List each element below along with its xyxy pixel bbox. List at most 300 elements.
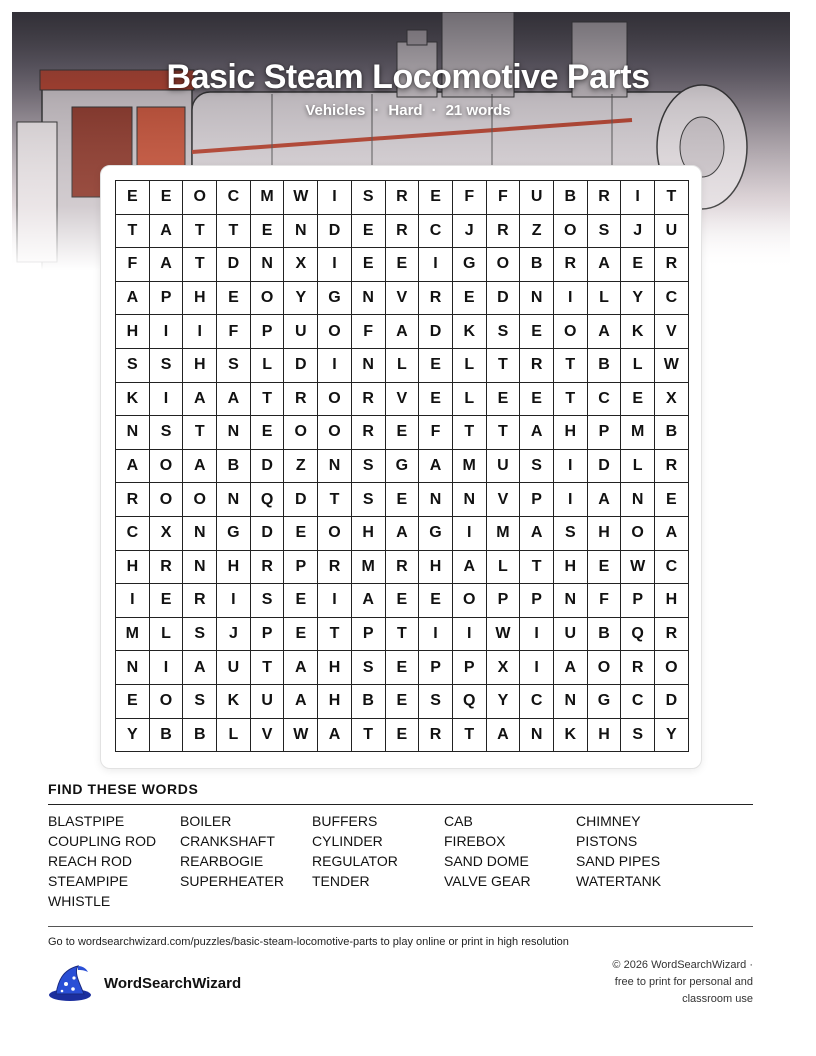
grid-cell[interactable]: N bbox=[621, 483, 655, 517]
grid-cell[interactable]: E bbox=[386, 248, 420, 282]
grid-cell[interactable]: H bbox=[655, 584, 689, 618]
grid-cell[interactable]: O bbox=[183, 483, 217, 517]
grid-cell[interactable]: T bbox=[655, 181, 689, 215]
grid-cell[interactable]: K bbox=[621, 315, 655, 349]
grid-cell[interactable]: O bbox=[453, 584, 487, 618]
grid-cell[interactable]: X bbox=[284, 248, 318, 282]
grid-cell[interactable]: P bbox=[251, 618, 285, 652]
grid-cell[interactable]: U bbox=[284, 315, 318, 349]
grid-cell[interactable]: E bbox=[251, 416, 285, 450]
grid-cell[interactable]: E bbox=[419, 383, 453, 417]
grid-cell[interactable]: I bbox=[554, 282, 588, 316]
grid-cell[interactable]: I bbox=[150, 383, 184, 417]
grid-cell[interactable]: G bbox=[588, 685, 622, 719]
grid-cell[interactable]: C bbox=[520, 685, 554, 719]
grid-cell[interactable]: E bbox=[352, 215, 386, 249]
grid-cell[interactable]: S bbox=[352, 483, 386, 517]
grid-cell[interactable]: C bbox=[116, 517, 150, 551]
grid-cell[interactable]: P bbox=[352, 618, 386, 652]
grid-cell[interactable]: S bbox=[150, 349, 184, 383]
grid-cell[interactable]: G bbox=[453, 248, 487, 282]
grid-cell[interactable]: A bbox=[588, 248, 622, 282]
grid-cell[interactable]: E bbox=[419, 349, 453, 383]
grid-cell[interactable]: O bbox=[554, 315, 588, 349]
grid-cell[interactable]: U bbox=[554, 618, 588, 652]
grid-cell[interactable]: O bbox=[588, 651, 622, 685]
grid-cell[interactable]: Q bbox=[251, 483, 285, 517]
grid-cell[interactable]: M bbox=[487, 517, 521, 551]
grid-cell[interactable]: T bbox=[487, 416, 521, 450]
grid-cell[interactable]: W bbox=[284, 181, 318, 215]
grid-cell[interactable]: J bbox=[453, 215, 487, 249]
grid-cell[interactable]: O bbox=[318, 517, 352, 551]
grid-cell[interactable]: A bbox=[183, 651, 217, 685]
footer-link-text: Go to wordsearchwizard.com/puzzles/basic-steam-locomotive-parts to play online or print in high resolution bbox=[48, 936, 569, 948]
grid-cell[interactable]: S bbox=[520, 450, 554, 484]
word-list-item: BOILER bbox=[180, 813, 232, 829]
grid-cell[interactable]: Q bbox=[621, 618, 655, 652]
word-list-item: WATERTANK bbox=[576, 873, 662, 889]
grid-cell[interactable]: A bbox=[386, 517, 420, 551]
grid-cell[interactable]: E bbox=[621, 383, 655, 417]
grid-cell[interactable]: E bbox=[150, 181, 184, 215]
grid-cell[interactable]: A bbox=[554, 651, 588, 685]
grid-cell[interactable]: S bbox=[588, 215, 622, 249]
grid-cell[interactable]: A bbox=[588, 315, 622, 349]
grid-cell[interactable]: T bbox=[554, 349, 588, 383]
grid-cell[interactable]: I bbox=[520, 618, 554, 652]
grid-cell[interactable]: B bbox=[554, 181, 588, 215]
grid-cell[interactable]: P bbox=[150, 282, 184, 316]
grid-cell[interactable]: I bbox=[183, 315, 217, 349]
grid-cell[interactable]: M bbox=[251, 181, 285, 215]
grid-cell[interactable]: R bbox=[621, 651, 655, 685]
grid-cell[interactable]: I bbox=[150, 315, 184, 349]
grid-cell[interactable]: L bbox=[453, 349, 487, 383]
grid-cell[interactable]: R bbox=[655, 450, 689, 484]
grid-cell[interactable]: A bbox=[386, 315, 420, 349]
grid-cell[interactable]: T bbox=[251, 383, 285, 417]
grid-cell[interactable]: L bbox=[621, 450, 655, 484]
grid-cell[interactable]: B bbox=[352, 685, 386, 719]
grid-cell[interactable]: G bbox=[318, 282, 352, 316]
grid-cell[interactable]: F bbox=[453, 181, 487, 215]
word-list-item: CHIMNEY bbox=[576, 813, 641, 829]
grid-cell[interactable]: N bbox=[554, 685, 588, 719]
grid-cell[interactable]: N bbox=[251, 248, 285, 282]
grid-cell[interactable]: O bbox=[554, 215, 588, 249]
grid-cell[interactable]: A bbox=[217, 383, 251, 417]
grid-cell[interactable]: L bbox=[621, 349, 655, 383]
grid-cell[interactable]: O bbox=[284, 416, 318, 450]
grid-cell[interactable]: P bbox=[453, 651, 487, 685]
grid-cell[interactable]: R bbox=[318, 551, 352, 585]
grid-cell[interactable]: E bbox=[453, 282, 487, 316]
grid-cell[interactable]: O bbox=[150, 685, 184, 719]
grid-cell[interactable]: O bbox=[655, 651, 689, 685]
grid-cell[interactable]: A bbox=[116, 450, 150, 484]
grid-cell[interactable]: H bbox=[217, 551, 251, 585]
grid-cell[interactable]: H bbox=[554, 551, 588, 585]
grid-cell[interactable]: E bbox=[419, 181, 453, 215]
grid-cell[interactable]: S bbox=[183, 685, 217, 719]
grid-cell[interactable]: H bbox=[116, 315, 150, 349]
grid-cell[interactable]: S bbox=[352, 450, 386, 484]
grid-cell[interactable]: D bbox=[419, 315, 453, 349]
grid-cell[interactable]: E bbox=[386, 651, 420, 685]
grid-cell[interactable]: R bbox=[655, 618, 689, 652]
grid-cell[interactable]: E bbox=[386, 719, 420, 753]
grid-cell[interactable]: I bbox=[554, 483, 588, 517]
grid-cell[interactable]: E bbox=[150, 584, 184, 618]
grid-cell[interactable]: B bbox=[588, 618, 622, 652]
grid-cell[interactable]: E bbox=[621, 248, 655, 282]
grid-cell[interactable]: O bbox=[251, 282, 285, 316]
grid-cell[interactable]: I bbox=[554, 450, 588, 484]
grid-cell[interactable]: X bbox=[487, 651, 521, 685]
grid-cell[interactable]: J bbox=[621, 215, 655, 249]
grid-cell[interactable]: V bbox=[251, 719, 285, 753]
grid-cell[interactable]: S bbox=[183, 618, 217, 652]
word-list-item: BLASTPIPE bbox=[48, 813, 125, 829]
grid-cell[interactable]: T bbox=[183, 248, 217, 282]
grid-cell[interactable]: D bbox=[284, 483, 318, 517]
grid-cell[interactable]: K bbox=[554, 719, 588, 753]
grid-cell[interactable]: J bbox=[217, 618, 251, 652]
grid-cell[interactable]: U bbox=[217, 651, 251, 685]
grid-cell[interactable]: I bbox=[150, 651, 184, 685]
grid-cell[interactable]: T bbox=[183, 215, 217, 249]
grid-cell[interactable]: B bbox=[520, 248, 554, 282]
grid-cell[interactable]: R bbox=[116, 483, 150, 517]
grid-cell[interactable]: N bbox=[217, 416, 251, 450]
grid-cell[interactable]: E bbox=[386, 416, 420, 450]
grid-cell[interactable]: Y bbox=[284, 282, 318, 316]
grid-cell[interactable]: R bbox=[554, 248, 588, 282]
grid-cell[interactable]: S bbox=[251, 584, 285, 618]
grid-cell[interactable]: U bbox=[487, 450, 521, 484]
grid-cell[interactable]: P bbox=[520, 584, 554, 618]
grid-cell[interactable]: F bbox=[217, 315, 251, 349]
grid-cell[interactable]: U bbox=[655, 215, 689, 249]
grid-cell[interactable]: Q bbox=[453, 685, 487, 719]
grid-cell[interactable]: W bbox=[284, 719, 318, 753]
grid-cell[interactable]: R bbox=[588, 181, 622, 215]
grid-cell[interactable]: D bbox=[588, 450, 622, 484]
grid-cell[interactable]: I bbox=[453, 517, 487, 551]
grid-cell[interactable]: W bbox=[487, 618, 521, 652]
grid-cell[interactable]: S bbox=[352, 651, 386, 685]
grid-cell[interactable]: T bbox=[487, 349, 521, 383]
grid-cell[interactable]: O bbox=[318, 416, 352, 450]
grid-cell[interactable]: T bbox=[453, 719, 487, 753]
grid-cell[interactable]: L bbox=[251, 349, 285, 383]
grid-cell[interactable]: T bbox=[520, 551, 554, 585]
grid-cell[interactable]: F bbox=[419, 416, 453, 450]
grid-cell[interactable]: P bbox=[588, 416, 622, 450]
grid-cell[interactable]: R bbox=[419, 719, 453, 753]
grid-cell[interactable]: G bbox=[217, 517, 251, 551]
grid-cell[interactable]: E bbox=[251, 215, 285, 249]
grid-cell[interactable]: T bbox=[217, 215, 251, 249]
grid-cell[interactable]: B bbox=[588, 349, 622, 383]
grid-cell[interactable]: M bbox=[621, 416, 655, 450]
grid-cell[interactable]: A bbox=[150, 215, 184, 249]
grid-cell[interactable]: N bbox=[520, 282, 554, 316]
grid-cell[interactable]: P bbox=[284, 551, 318, 585]
grid-cell[interactable]: C bbox=[655, 282, 689, 316]
grid-cell[interactable]: B bbox=[150, 719, 184, 753]
grid-cell[interactable]: R bbox=[655, 248, 689, 282]
grid-cell[interactable]: I bbox=[419, 618, 453, 652]
grid-cell[interactable]: I bbox=[116, 584, 150, 618]
grid-cell[interactable]: R bbox=[386, 551, 420, 585]
word-list-item: REACH ROD bbox=[48, 853, 133, 869]
grid-cell[interactable]: I bbox=[520, 651, 554, 685]
grid-cell[interactable]: S bbox=[419, 685, 453, 719]
grid-cell[interactable]: P bbox=[251, 315, 285, 349]
grid-cell[interactable]: E bbox=[487, 383, 521, 417]
grid-cell[interactable]: L bbox=[386, 349, 420, 383]
grid-cell[interactable]: L bbox=[487, 551, 521, 585]
grid-cell[interactable]: F bbox=[116, 248, 150, 282]
grid-cell[interactable]: R bbox=[487, 215, 521, 249]
grid-cell[interactable]: N bbox=[453, 483, 487, 517]
grid-cell[interactable]: Z bbox=[284, 450, 318, 484]
grid-cell[interactable]: H bbox=[183, 282, 217, 316]
grid-cell[interactable]: H bbox=[183, 349, 217, 383]
grid-cell[interactable]: A bbox=[453, 551, 487, 585]
grid-cell[interactable]: E bbox=[655, 483, 689, 517]
grid-cell[interactable]: Y bbox=[655, 719, 689, 753]
grid-cell[interactable]: M bbox=[116, 618, 150, 652]
grid-cell[interactable]: E bbox=[419, 584, 453, 618]
grid-cell[interactable]: C bbox=[588, 383, 622, 417]
grid-cell[interactable]: N bbox=[284, 215, 318, 249]
grid-cell[interactable]: S bbox=[116, 349, 150, 383]
grid-cell[interactable]: S bbox=[621, 719, 655, 753]
grid-cell[interactable]: H bbox=[116, 551, 150, 585]
grid-cell[interactable]: I bbox=[318, 248, 352, 282]
grid-cell[interactable]: R bbox=[284, 383, 318, 417]
grid-cell[interactable]: G bbox=[386, 450, 420, 484]
grid-cell[interactable]: W bbox=[655, 349, 689, 383]
grid-cell[interactable]: M bbox=[352, 551, 386, 585]
grid-cell[interactable]: I bbox=[318, 584, 352, 618]
grid-cell[interactable]: D bbox=[284, 349, 318, 383]
grid-cell[interactable]: E bbox=[284, 618, 318, 652]
grid-cell[interactable]: R bbox=[386, 215, 420, 249]
grid-cell[interactable]: T bbox=[554, 383, 588, 417]
grid-cell[interactable]: R bbox=[150, 551, 184, 585]
grid-cell[interactable]: X bbox=[655, 383, 689, 417]
grid-cell[interactable]: L bbox=[217, 719, 251, 753]
grid-cell[interactable]: M bbox=[453, 450, 487, 484]
grid-cell[interactable]: S bbox=[487, 315, 521, 349]
grid-cell[interactable]: X bbox=[150, 517, 184, 551]
grid-cell[interactable]: I bbox=[217, 584, 251, 618]
grid-cell[interactable]: F bbox=[487, 181, 521, 215]
grid-cell[interactable]: Z bbox=[520, 215, 554, 249]
grid-cell[interactable]: C bbox=[655, 551, 689, 585]
grid-cell[interactable]: P bbox=[621, 584, 655, 618]
grid-cell[interactable]: L bbox=[588, 282, 622, 316]
grid-cell[interactable]: S bbox=[554, 517, 588, 551]
grid-cell[interactable]: E bbox=[217, 282, 251, 316]
grid-cell[interactable]: P bbox=[520, 483, 554, 517]
grid-cell[interactable]: T bbox=[183, 416, 217, 450]
grid-cell[interactable]: W bbox=[621, 551, 655, 585]
grid-cell[interactable]: A bbox=[655, 517, 689, 551]
grid-cell[interactable]: T bbox=[318, 483, 352, 517]
grid-cell[interactable]: H bbox=[554, 416, 588, 450]
grid-cell[interactable]: D bbox=[217, 248, 251, 282]
grid-cell[interactable]: B bbox=[217, 450, 251, 484]
grid-cell[interactable]: R bbox=[352, 416, 386, 450]
grid-cell[interactable]: P bbox=[419, 651, 453, 685]
grid-cell[interactable]: K bbox=[453, 315, 487, 349]
grid-cell[interactable]: N bbox=[352, 282, 386, 316]
grid-cell[interactable]: E bbox=[352, 248, 386, 282]
grid-cell[interactable]: A bbox=[116, 282, 150, 316]
grid-cell[interactable]: N bbox=[116, 416, 150, 450]
grid-cell[interactable]: I bbox=[318, 181, 352, 215]
grid-cell[interactable]: Y bbox=[116, 719, 150, 753]
grid-cell[interactable]: A bbox=[150, 248, 184, 282]
grid-cell[interactable]: L bbox=[150, 618, 184, 652]
wizard-hat-icon bbox=[48, 964, 92, 1002]
puzzle-card bbox=[100, 165, 702, 769]
grid-cell[interactable]: T bbox=[251, 651, 285, 685]
grid-cell[interactable]: E bbox=[284, 584, 318, 618]
grid-cell[interactable]: B bbox=[183, 719, 217, 753]
grid-cell[interactable]: F bbox=[352, 315, 386, 349]
grid-cell[interactable]: V bbox=[487, 483, 521, 517]
grid-cell[interactable]: A bbox=[318, 719, 352, 753]
grid-cell[interactable]: Y bbox=[621, 282, 655, 316]
grid-cell[interactable]: O bbox=[318, 315, 352, 349]
grid-cell[interactable]: V bbox=[386, 383, 420, 417]
grid-cell[interactable]: S bbox=[217, 349, 251, 383]
grid-cell[interactable]: O bbox=[150, 450, 184, 484]
grid-cell[interactable]: A bbox=[352, 584, 386, 618]
grid-cell[interactable]: N bbox=[318, 450, 352, 484]
grid-cell[interactable]: R bbox=[419, 282, 453, 316]
grid-cell[interactable]: N bbox=[554, 584, 588, 618]
grid-cell[interactable]: C bbox=[217, 181, 251, 215]
grid-cell[interactable]: H bbox=[588, 719, 622, 753]
grid-cell[interactable]: C bbox=[419, 215, 453, 249]
grid-cell[interactable]: E bbox=[520, 383, 554, 417]
grid-cell[interactable]: N bbox=[520, 719, 554, 753]
grid-cell[interactable]: O bbox=[318, 383, 352, 417]
grid-cell[interactable]: R bbox=[352, 383, 386, 417]
grid-cell[interactable]: R bbox=[183, 584, 217, 618]
grid-cell[interactable]: O bbox=[150, 483, 184, 517]
grid-cell[interactable]: L bbox=[453, 383, 487, 417]
grid-cell[interactable]: D bbox=[318, 215, 352, 249]
grid-cell[interactable]: I bbox=[621, 181, 655, 215]
grid-cell[interactable]: E bbox=[386, 685, 420, 719]
grid-cell[interactable]: D bbox=[655, 685, 689, 719]
grid-cell[interactable]: E bbox=[386, 483, 420, 517]
grid-cell[interactable]: G bbox=[419, 517, 453, 551]
grid-cell[interactable]: A bbox=[284, 685, 318, 719]
grid-cell[interactable]: N bbox=[352, 349, 386, 383]
grid-cell[interactable]: O bbox=[621, 517, 655, 551]
grid-cell[interactable]: S bbox=[150, 416, 184, 450]
grid-cell[interactable]: S bbox=[352, 181, 386, 215]
grid-cell[interactable]: T bbox=[116, 215, 150, 249]
grid-cell[interactable]: U bbox=[251, 685, 285, 719]
grid-cell[interactable]: A bbox=[520, 517, 554, 551]
grid-cell[interactable]: F bbox=[588, 584, 622, 618]
grid-cell[interactable]: D bbox=[251, 450, 285, 484]
grid-cell[interactable]: N bbox=[419, 483, 453, 517]
grid-cell[interactable]: A bbox=[183, 450, 217, 484]
grid-cell[interactable]: A bbox=[183, 383, 217, 417]
grid-cell[interactable]: I bbox=[318, 349, 352, 383]
grid-cell[interactable]: K bbox=[217, 685, 251, 719]
grid-cell[interactable]: E bbox=[520, 315, 554, 349]
grid-cell[interactable]: R bbox=[251, 551, 285, 585]
word-list-item: SUPERHEATER bbox=[180, 873, 284, 889]
grid-cell[interactable]: C bbox=[621, 685, 655, 719]
word-list bbox=[48, 813, 753, 913]
grid-cell[interactable]: E bbox=[588, 551, 622, 585]
grid-cell[interactable]: N bbox=[116, 651, 150, 685]
grid-cell[interactable]: K bbox=[116, 383, 150, 417]
grid-cell[interactable]: B bbox=[655, 416, 689, 450]
grid-cell[interactable]: A bbox=[284, 651, 318, 685]
grid-cell[interactable]: V bbox=[386, 282, 420, 316]
grid-cell[interactable]: I bbox=[453, 618, 487, 652]
grid-cell[interactable]: O bbox=[487, 248, 521, 282]
grid-cell[interactable]: N bbox=[217, 483, 251, 517]
grid-cell[interactable]: O bbox=[183, 181, 217, 215]
grid-cell[interactable]: N bbox=[183, 551, 217, 585]
grid-cell[interactable]: T bbox=[352, 719, 386, 753]
word-list-item: WHISTLE bbox=[48, 893, 111, 909]
grid-cell[interactable]: U bbox=[520, 181, 554, 215]
grid-cell[interactable]: A bbox=[520, 416, 554, 450]
grid-cell[interactable]: A bbox=[487, 719, 521, 753]
grid-cell[interactable]: V bbox=[655, 315, 689, 349]
grid-cell[interactable]: E bbox=[386, 584, 420, 618]
grid-cell[interactable]: T bbox=[453, 416, 487, 450]
grid-cell[interactable]: E bbox=[284, 517, 318, 551]
grid-cell[interactable]: E bbox=[116, 685, 150, 719]
grid-cell[interactable]: A bbox=[588, 483, 622, 517]
grid-cell[interactable]: T bbox=[386, 618, 420, 652]
grid-cell[interactable]: H bbox=[419, 551, 453, 585]
grid-cell[interactable]: H bbox=[318, 651, 352, 685]
grid-cell[interactable]: H bbox=[588, 517, 622, 551]
grid-cell[interactable]: R bbox=[386, 181, 420, 215]
grid-cell[interactable]: E bbox=[116, 181, 150, 215]
grid-cell[interactable]: Y bbox=[487, 685, 521, 719]
grid-cell[interactable]: D bbox=[251, 517, 285, 551]
grid-cell[interactable]: A bbox=[419, 450, 453, 484]
grid-cell[interactable]: R bbox=[520, 349, 554, 383]
grid-cell[interactable]: H bbox=[318, 685, 352, 719]
grid-cell[interactable]: T bbox=[318, 618, 352, 652]
grid-cell[interactable]: N bbox=[183, 517, 217, 551]
grid-cell[interactable]: D bbox=[487, 282, 521, 316]
grid-cell[interactable]: P bbox=[487, 584, 521, 618]
grid-cell[interactable]: I bbox=[419, 248, 453, 282]
grid-cell[interactable]: H bbox=[352, 517, 386, 551]
